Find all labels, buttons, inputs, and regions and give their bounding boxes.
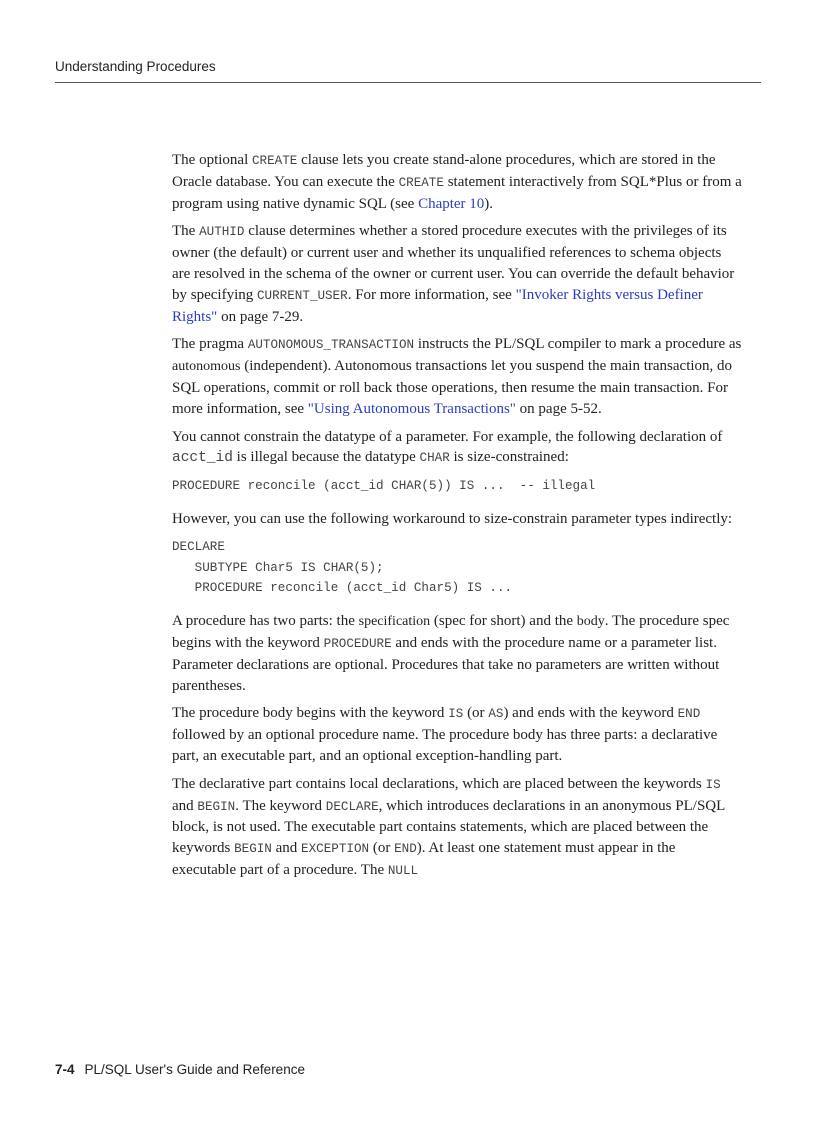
text: and — [271, 840, 302, 857]
text: statement interactively from SQL*Plus or from a program using native dynamic SQL (see — [172, 173, 742, 212]
book-title: PL/SQL User's Guide and Reference — [84, 1062, 305, 1077]
text: is illegal because the datatype — [232, 449, 420, 466]
text: ) and ends with the keyword — [503, 705, 678, 722]
code-keyword: BEGIN — [197, 799, 236, 814]
text: However, you can use the following workaround to size-constrain parameter types indirectly: — [172, 510, 733, 527]
text: The — [172, 223, 200, 240]
paragraph-procedure-parts — [172, 611, 742, 696]
text: instructs the PL/SQL compiler to mark a procedure as — [414, 336, 742, 353]
code-keyword: CREATE — [398, 175, 444, 190]
link-chapter-10[interactable]: Chapter 10 — [418, 195, 485, 212]
text: is size-constrained: — [449, 449, 569, 466]
code-example-workaround: DECLARE SUBTYPE Char5 IS CHAR(5); PROCEDURE reconcile (acct_id Char5) IS ... — [172, 539, 513, 596]
text: A procedure has two parts: the — [172, 613, 359, 630]
code-example-illegal: PROCEDURE reconcile (acct_id CHAR(5)) IS ... -- illegal — [172, 479, 596, 494]
text: The optional — [172, 152, 252, 168]
text: (or — [369, 840, 395, 857]
code-keyword: CREATE — [251, 154, 298, 168]
text: and ends with the procedure name or a parameter list. Parameter declarations are optional. Procedures that take no parameters are written without parentheses. — [172, 634, 720, 694]
text: on page 5-52. — [515, 400, 602, 417]
paragraph-workaround — [172, 509, 742, 530]
text: You cannot constrain the datatype of a parameter. For example, the following declaration of — [172, 428, 723, 445]
text: The declarative part contains local declarations, which are placed between the keywords — [172, 775, 706, 792]
code-keyword: END — [394, 842, 417, 857]
code-keyword: PROCEDURE — [323, 636, 392, 651]
text: (spec for short) and the — [430, 613, 577, 630]
paragraph-procedure-body — [172, 703, 742, 766]
code-keyword: AUTONOMOUS_TRANSACTION — [247, 338, 415, 353]
text: . The keyword — [235, 797, 326, 814]
code-keyword: END — [677, 707, 701, 722]
code-keyword: EXCEPTION — [301, 842, 370, 857]
code-keyword: acct_id — [172, 450, 233, 467]
text: ). — [484, 195, 494, 212]
page-body — [172, 150, 742, 889]
link-invoker-rights[interactable]: "Invoker Rights versus Definer Rights" — [172, 286, 703, 325]
text: . The procedure spec begins with the keyword — [172, 613, 730, 651]
emphasis-term: autonomous — [172, 359, 241, 375]
link-autonomous-transactions[interactable]: "Using Autonomous Transactions" — [307, 400, 516, 417]
emphasis-term: body — [576, 614, 605, 630]
text: , which introduces declarations in an anonymous PL/SQL block, is not used. The executable part contains statements, which are placed between the keywords — [172, 797, 725, 857]
emphasis-term: specification — [358, 614, 431, 630]
code-keyword: CHAR — [419, 451, 450, 466]
page-number: 7-4 — [55, 1062, 75, 1077]
paragraph-datatype-constraint — [172, 427, 742, 470]
paragraph-autonomous-pragma — [172, 334, 742, 419]
paragraph-declarative-part — [172, 774, 742, 882]
text: on page 7-29. — [217, 308, 304, 325]
code-keyword: IS — [448, 707, 464, 722]
running-header: Understanding Procedures — [55, 59, 216, 74]
text: . For more information, see — [347, 286, 516, 303]
code-keyword: NULL — [387, 863, 419, 878]
text: clause lets you create stand-alone procedures, which are stored in the Oracle database. You can execute the — [172, 152, 716, 190]
header-rule — [55, 82, 761, 83]
code-keyword: AUTHID — [199, 225, 245, 240]
text: (or — [463, 705, 489, 722]
text: clause determines whether a stored procedure executes with the privileges of its owner (the default) or current user and whether its unqualified references to schema objects are resolved in the schema of the owner or current user. You can override the default behavior by specifying — [172, 223, 735, 303]
code-keyword: IS — [705, 777, 721, 792]
text: ). At least one statement must appear in the executable part of a procedure. The — [172, 840, 676, 878]
code-keyword: DECLARE — [325, 799, 379, 814]
text: The pragma — [172, 336, 248, 353]
text: followed by an optional procedure name. The procedure body has three parts: a declarative part, an executable part, and an optional exception-handling part. — [172, 727, 718, 764]
page-footer — [55, 1062, 305, 1077]
code-keyword: CURRENT_USER — [256, 288, 348, 303]
text: The procedure body begins with the keyword — [172, 705, 449, 722]
text: (independent). Autonomous transactions let you suspend the main transaction, do SQL operations, commit or roll back those operations, then resume the main transaction. For more information, see — [172, 358, 733, 417]
code-keyword: BEGIN — [234, 842, 272, 857]
paragraph-authid-clause — [172, 221, 742, 327]
text: and — [172, 797, 198, 814]
code-keyword: AS — [488, 707, 504, 722]
paragraph-create-clause — [172, 150, 742, 214]
